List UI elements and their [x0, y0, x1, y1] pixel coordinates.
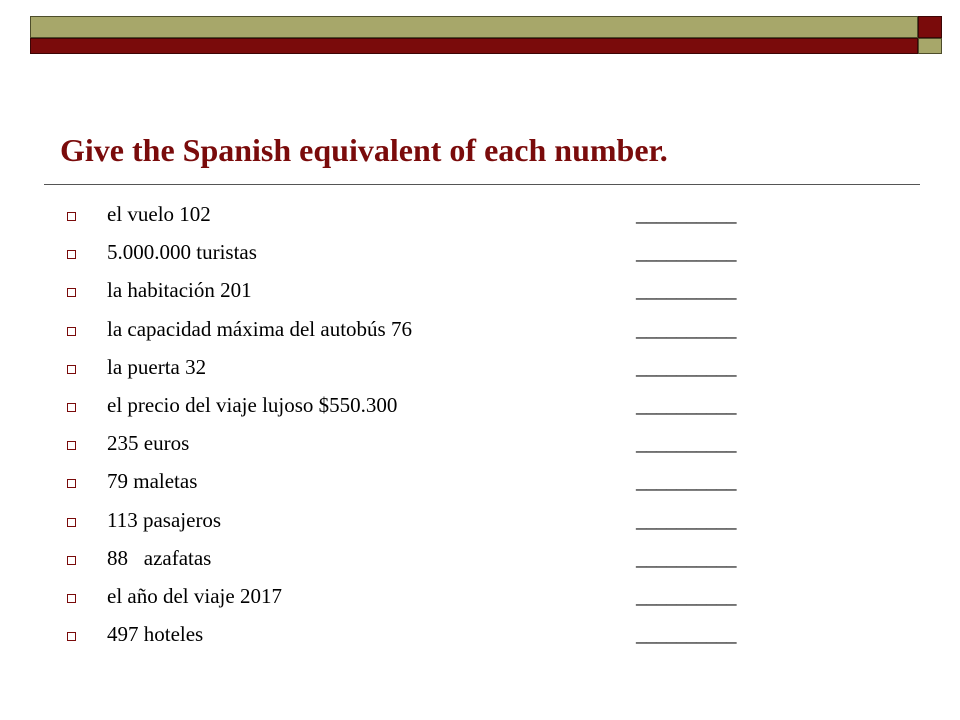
square-bullet-icon — [67, 479, 76, 488]
item-prompt: el año del viaje 2017 — [107, 583, 282, 608]
square-bullet-icon — [67, 632, 76, 641]
item-prompt: el precio del viaje lujoso $550.300 — [107, 392, 398, 417]
list-item — [0, 236, 960, 274]
list-item — [0, 580, 960, 618]
item-prompt: la puerta 32 — [107, 354, 207, 379]
header-corner-red — [918, 16, 942, 38]
exercise-list — [0, 198, 960, 656]
answer-blank: __________ — [636, 469, 736, 494]
answer-blank: __________ — [636, 545, 736, 570]
item-prompt: 79 maletas — [107, 469, 198, 494]
item-prompt: 113 pasajeros — [107, 507, 222, 532]
list-item — [0, 198, 960, 236]
list-item — [0, 389, 960, 427]
list-item — [0, 274, 960, 312]
square-bullet-icon — [67, 403, 76, 412]
answer-blank: __________ — [636, 202, 736, 226]
answer-blank: __________ — [636, 392, 736, 417]
answer-blank: __________ — [636, 354, 736, 379]
square-bullet-icon — [67, 365, 76, 374]
answer-blank: __________ — [636, 431, 736, 456]
answer-blank: __________ — [636, 622, 736, 647]
list-item — [0, 427, 960, 465]
square-bullet-icon — [67, 518, 76, 527]
list-item — [0, 618, 960, 656]
answer-blank: __________ — [636, 583, 736, 608]
list-item — [0, 313, 960, 351]
title-divider — [44, 184, 920, 185]
answer-blank: __________ — [636, 278, 736, 303]
item-prompt: el vuelo 102 — [107, 202, 211, 226]
list-item — [0, 465, 960, 503]
list-item — [0, 351, 960, 389]
square-bullet-icon — [67, 212, 76, 221]
slide-title: Give the Spanish equivalent of each number. — [60, 132, 668, 168]
list-item — [0, 542, 960, 580]
item-prompt: la habitación 201 — [107, 278, 252, 303]
square-bullet-icon — [67, 441, 76, 450]
square-bullet-icon — [67, 556, 76, 565]
item-prompt: 235 euros — [107, 431, 190, 456]
header-band-red — [30, 38, 918, 54]
square-bullet-icon — [67, 327, 76, 336]
item-prompt: 88 azafatas — [107, 545, 212, 570]
square-bullet-icon — [67, 288, 76, 297]
square-bullet-icon — [67, 594, 76, 603]
item-prompt: 5.000.000 turistas — [107, 240, 257, 265]
list-item — [0, 504, 960, 542]
answer-blank: __________ — [636, 507, 736, 532]
square-bullet-icon — [67, 250, 76, 259]
item-prompt: la capacidad máxima del autobús 76 — [107, 316, 412, 341]
answer-blank: __________ — [636, 316, 736, 341]
item-prompt: 497 hoteles — [107, 622, 204, 647]
header-corner-olive — [918, 38, 942, 54]
header-band-olive — [30, 16, 918, 38]
answer-blank: __________ — [636, 240, 736, 265]
